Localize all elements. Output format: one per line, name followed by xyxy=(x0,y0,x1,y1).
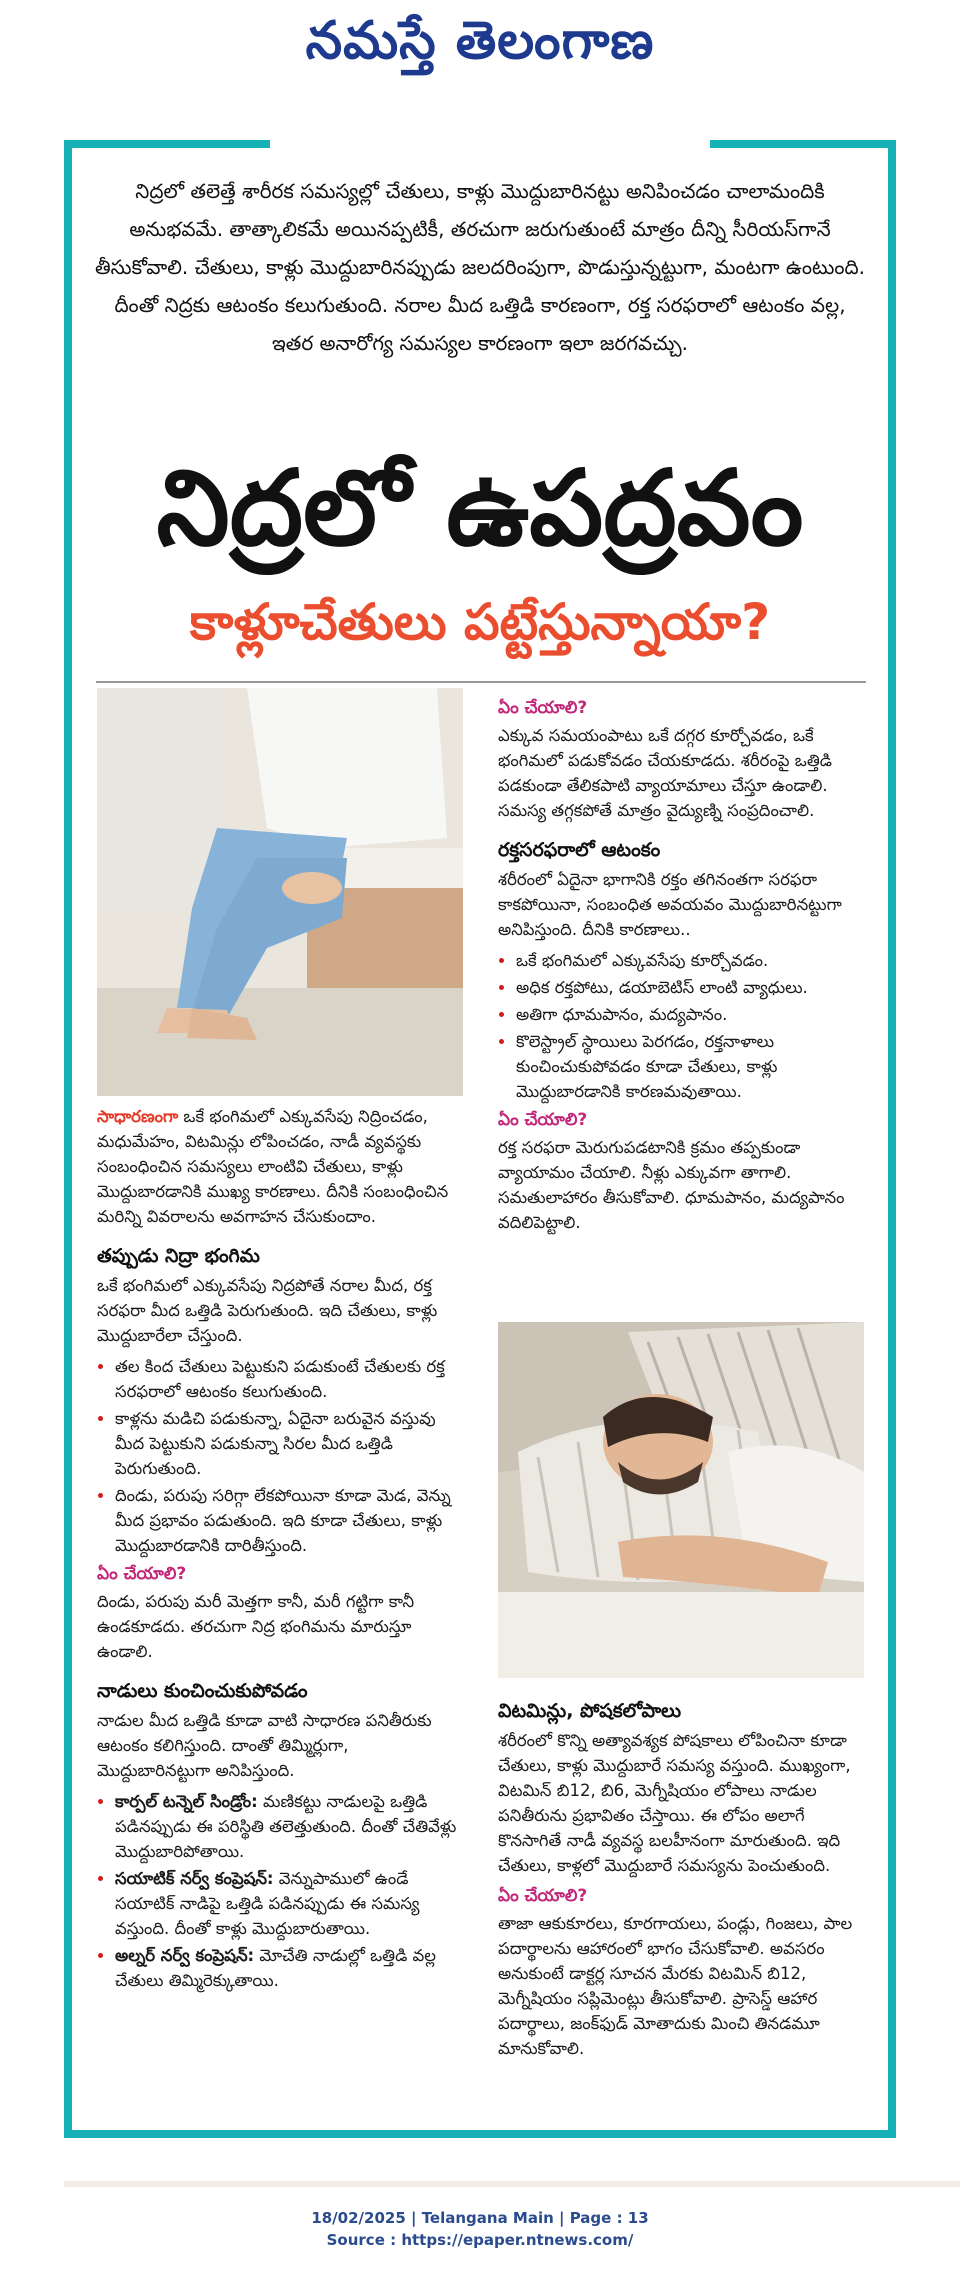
blood-supply-list xyxy=(498,948,864,1104)
list-item xyxy=(115,1866,463,1941)
answer-text: తాజా ఆకుకూరలు, కూరగాయలు, పండ్లు, గింజలు, పాల పదార్థాలను ఆహారంలో భాగం చేసుకోవాలి. అవసరం అనుకుంటే డాక్టర్ల సూచన మేరకు విటమిన్ బి12, మెగ్నీషియం సప్లిమెంట్లు తీసుకోవాలి. ప్రాసెస్డ్ ఆహార పదార్థాలు, జంక్‌ఫుడ్ మోతాదుకు మించి తినడమూ మానుకోవాలి. xyxy=(498,1914,853,2058)
right-column-top xyxy=(498,692,864,1241)
footer-source-link[interactable]: Source : https://epaper.ntnews.com/ xyxy=(326,2231,634,2249)
section-title-nutrition: విటమిన్లు, పోషకలోపాలు xyxy=(498,1700,682,1722)
term-text: వెన్నుపాములో ఉండే సయాటిక్ నాడిపై ఒత్తిడి పడినప్పుడు ఈ సమస్య వస్తుంది. దీంతో కాళ్లు మొద్దుబారుతాయి. xyxy=(115,1869,420,1938)
divider xyxy=(96,681,866,683)
term-text: మోచేతి నాడుల్లో ఒత్తిడి వల్ల చేతులు తిమ్మిరెక్కుతాయి. xyxy=(115,1946,436,1990)
footer-date-page: 18/02/2025 | Telangana Main | Page : 13 xyxy=(311,2209,649,2227)
footer-divider xyxy=(64,2181,960,2187)
footer xyxy=(0,2207,960,2251)
intro-paragraph: నిద్రలో తలెత్తే శారీరక సమస్యల్లో చేతులు, కాళ్లు మొద్దుబారినట్టు అనిపించడం చాలామందికి అనుభవమే. తాత్కాలికమే అయినప్పటికీ, తరచుగా జరుగుతుంటే మాత్రం దీన్ని సీరియస్‌గానే తీసుకోవాలి. చేతులు, కాళ్లు మొద్దుబారినప్పుడు జలదరింపుగా, పొడుస్తున్నట్టుగా, మంటగా ఉంటుంది. దీంతో నిద్రకు ఆటంకం కలుగుతుంది. నరాల మీద ఒత్తిడి కారణంగా, రక్త సరఫరాలో ఆటంకం వల్ల, ఇతర అనారోగ్య సమస్యల కారణంగా ఇలా జరగవచ్చు. xyxy=(95,179,865,355)
lead-text: ఒకే భంగిమలో ఎక్కువసేపు నిద్రించడం, మధుమేహం, విటమిన్లు లోపించడం, నాడీ వ్యవస్థకు సంబంధించిన సమస్యలు లాంటివి చేతులు, కాళ్లు మొద్దుబారడానికి ముఖ్య కారణాలు. దీనికి సంబంధించిన మరిన్ని వివరాలను అవగాహన చేసుకుందాం. xyxy=(97,1107,449,1226)
left-column xyxy=(97,1104,463,1997)
list-item: • ఒకే భంగిమలో ఎక్కువసేపు కూర్చోవడం. xyxy=(516,948,864,973)
nutrition-text: శరీరంలో కొన్ని అత్యావశ్యక పోషకాలు లోపించినా కూడా చేతులు, కాళ్లు మొద్దుబారే సమస్య వస్తుంది. ముఖ్యంగా, విటమిన్ బి12, బి6, మెగ్నీషియం లోపాలు నాడుల పనితీరును ప్రభావితం చేస్తాయి. ఈ లోపం అలాగే కొనసాగితే నాడీ వ్యవస్థ బలహీనంగా మారుతుంది. ఇది చేతులు, కాళ్లలో మొద్దుబారే సమస్యను పెంచుతుంది. xyxy=(498,1731,851,1875)
term: సయాటిక్ నర్వ్ కంప్రెషన్: xyxy=(115,1869,274,1888)
question-heading: ఏం చేయాలి? xyxy=(498,698,588,718)
subheadline: కాళ్లూచేతులు పట్టేస్తున్నాయా? xyxy=(189,593,771,651)
list-item: • కొలెస్ట్రాల్ స్థాయిలు పెరగడం, రక్తనాళాలు కుంచించుకుపోవడం కూడా చేతులు, కాళ్లు మొద్దుబారడానికి కారణమవుతాయి. xyxy=(516,1029,864,1104)
list-item: • కాళ్లను మడిచి పడుకున్నా, ఏదైనా బరువైన వస్తువు మీద పెట్టుకుని పడుకున్నా సిరల మీద ఒత్తిడి పెరుగుతుంది. xyxy=(115,1406,463,1481)
answer-text: రక్త సరఫరా మెరుగుపడటానికి క్రమం తప్పకుండా వ్యాయామం చేయాలి. నీళ్లు ఎక్కువగా తాగాలి. సమతులాహారం తీసుకోవాలి. ధూమపానం, మద్యపానం వదిలిపెట్టాలి. xyxy=(498,1138,845,1232)
list-item xyxy=(115,1789,463,1864)
right-column-bottom xyxy=(498,1684,864,2067)
list-item: • దిండు, పరుపు సరిగ్గా లేకపోయినా కూడా మెడ, వెన్ను మీద ప్రభావం పడుతుంది. ఇది కూడా చేతులు, కాళ్లు మొద్దుబారడానికి దారితీస్తుంది. xyxy=(115,1483,463,1558)
frame-gap xyxy=(270,132,710,152)
section-title-nerve-compression: నాడులు కుంచించుకుపోవడం xyxy=(97,1680,308,1702)
question-heading: ఏం చేయాలి? xyxy=(498,1110,588,1130)
masthead xyxy=(0,0,960,90)
nerve-compression-list xyxy=(97,1789,463,1993)
photo-person-holding-leg xyxy=(97,688,463,1096)
section-title-sleep-posture: తప్పుడు నిద్రా భంగిమ xyxy=(97,1245,260,1267)
list-item: • అతిగా ధూమపానం, మద్యపానం. xyxy=(516,1002,864,1027)
sleep-posture-list xyxy=(97,1354,463,1558)
masthead-title: నమస్తే తెలంగాణ xyxy=(305,10,655,71)
answer-text: ఎక్కువ సమయంపాటు ఒకే దగ్గర కూర్చోవడం, ఒకే భంగిమలో పడుకోవడం చేయకూడదు. శరీరంపై ఒత్తిడి పడకుండా తేలికపాటి వ్యాయామాలు చేస్తూ ఉండాలి. సమస్య తగ్గకపోతే మాత్రం వైద్యుణ్ని సంప్రదించాలి. xyxy=(498,726,832,820)
blood-supply-text: శరీరంలో ఏదైనా భాగానికి రక్తం తగినంతగా సరఫరా కాకపోయినా, సంబంధిత అవయవం మొద్దుబారినట్టుగా అనిపిస్తుంది. దీనికి కారణాలు.. xyxy=(498,870,842,939)
photo-man-sleeping xyxy=(498,1322,864,1678)
section-title-blood-supply: రక్తసరఫరాలో ఆటంకం xyxy=(498,839,661,861)
list-item: • తల కింద చేతులు పెట్టుకుని పడుకుంటే చేతులకు రక్త సరఫరాలో ఆటంకం కలుగుతుంది. xyxy=(115,1354,463,1404)
list-item xyxy=(115,1943,463,1993)
answer-text: దిండు, పరుపు మరీ మెత్తగా కానీ, మరీ గట్టిగా కానీ ఉండకూడదు. తరచుగా నిద్ర భంగిమను మారుస్తూ ఉండాలి. xyxy=(97,1592,415,1661)
question-heading: ఏం చేయాలి? xyxy=(97,1564,187,1584)
term: అల్నర్ నర్వ్ కంప్రెషన్: xyxy=(115,1946,255,1965)
term: కార్పల్ టన్నెల్ సిండ్రోం: xyxy=(115,1792,258,1811)
left-lead-paragraph xyxy=(97,1104,463,1229)
sleep-posture-text: ఒకే భంగిమలో ఎక్కువసేపు నిద్రపోతే నరాల మీద, రక్త సరఫరా మీద ఒత్తిడి పెరుగుతుంది. ఇది చేతులు, కాళ్లు మొద్దుబారేలా చేస్తుంది. xyxy=(97,1276,438,1345)
lead-word: సాధారణంగా xyxy=(97,1107,179,1126)
list-item: • అధిక రక్తపోటు, డయాబెటిస్ లాంటి వ్యాధులు. xyxy=(516,975,864,1000)
question-heading: ఏం చేయాలి? xyxy=(498,1886,588,1906)
term-text: మణికట్టు నాడులపై ఒత్తిడి పడినప్పుడు ఈ పరిస్థితి తలెత్తుతుంది. దీంతో చేతివేళ్లు మొద్దుబారిపోతాయి. xyxy=(115,1792,457,1861)
headline: నిద్రలో ఉపద్రవం xyxy=(156,446,804,569)
nerve-compression-text: నాడుల మీద ఒత్తిడి కూడా వాటి సాధారణ పనితీరుకు ఆటంకం కలిగిస్తుంది. దాంతో తిమ్మిర్లుగా, మొద్దుబారినట్టుగా అనిపిస్తుంది. xyxy=(97,1711,432,1780)
